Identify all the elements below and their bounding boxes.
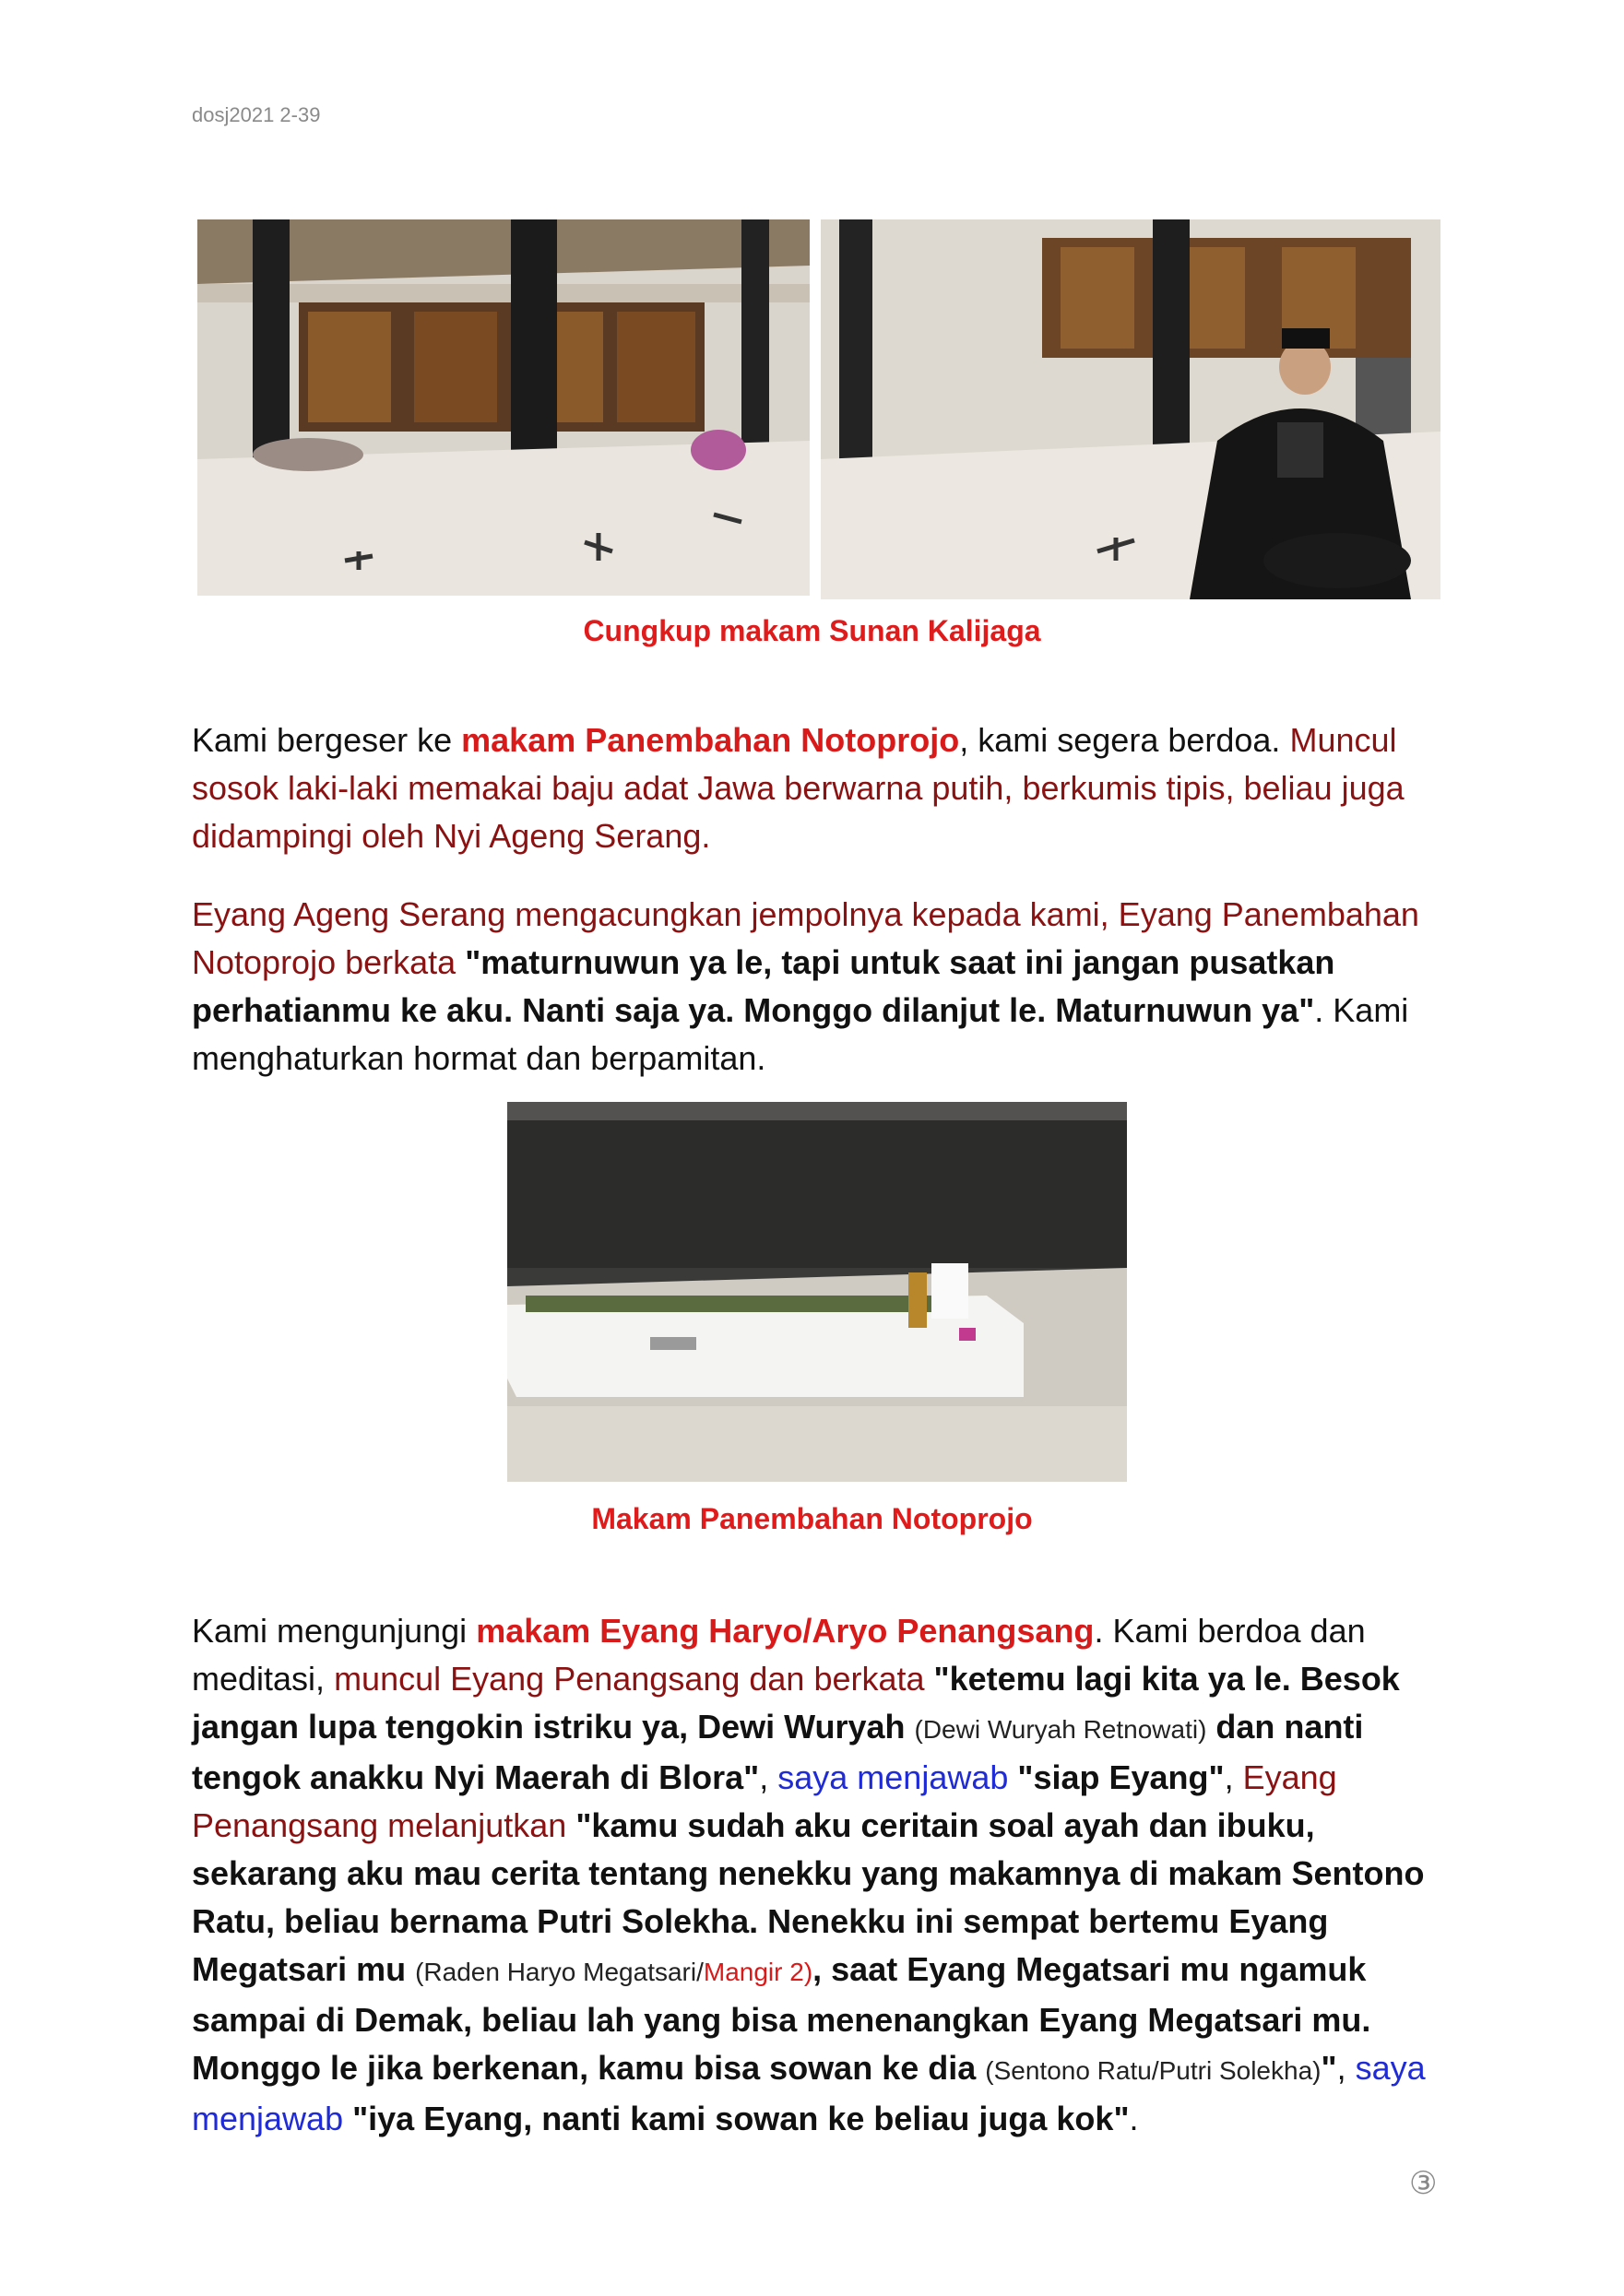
paragraph-1 <box>192 716 1446 860</box>
photo-man-in-cungkup <box>821 219 1440 599</box>
photo-cungkup-interior <box>197 219 810 596</box>
photo-makam-notoprojo <box>507 1102 1127 1482</box>
p3-quote: , saat Eyang Megatsari mu ngamuk sampai di Demak, beliau lah yang bisa menenangkan Eyang Megatsari mu. Monggo le jika berkenan, kamu bisa sowan ke dia <box>192 1950 1371 2087</box>
p3-note: (Raden Haryo Megatsari/ <box>415 1958 704 1986</box>
p3-narration: muncul Eyang Penangsang dan berkata <box>334 1660 934 1698</box>
p3-note-red: Mangir 2) <box>703 1958 813 1986</box>
p2-text: . Kami menghaturkan hormat dan berpamitan. <box>192 991 1409 1077</box>
p3-text: Kami mengunjungi <box>192 1612 477 1650</box>
paragraph-2 <box>192 891 1446 1083</box>
p3-narration: Eyang Penangsang melanjutkan <box>192 1758 1337 1844</box>
p3-text: , <box>1224 1758 1243 1796</box>
p1-text: Kami bergeser ke <box>192 721 462 759</box>
p3-highlight-location: makam Eyang Haryo/Aryo Penangsang <box>476 1612 1095 1650</box>
p3-quote: " <box>1321 2049 1337 2087</box>
p3-quote: dan nanti tengok anakku Nyi Maerah di Blora" <box>192 1708 1364 1796</box>
p2-quote: "maturnuwun ya le, tapi untuk saat ini jangan pusatkan perhatianmu ke aku. Nanti saja ya. Monggo dilanjut le. Maturnuwun ya" <box>192 943 1335 1029</box>
p3-quote: "kamu sudah aku ceritain soal ayah dan ibuku, sekarang aku mau cerita tentang nenekku yang makamnya di makam Sentono Ratu, beliau bernama Putri Solekha. Nenekku ini sempat bertemu Eyang Megatsari mu <box>192 1806 1425 1988</box>
p1-highlight-location: makam Panembahan Notoprojo <box>461 721 960 759</box>
p3-text: , <box>1336 2049 1356 2087</box>
p3-reply: "siap Eyang" <box>1017 1758 1225 1796</box>
p1-narration: Muncul sosok laki-laki memakai baju adat Jawa berwarna putih, berkumis tipis, beliau juga didampingi oleh Nyi Ageng Serang. <box>192 721 1405 855</box>
p3-quote: "ketemu lagi kita ya le. Besok jangan lupa tengokin istriku ya, Dewi Wuryah <box>192 1660 1400 1746</box>
caption-cungkup: Cungkup makam Sunan Kalijaga <box>583 614 1041 647</box>
p3-text: . <box>1129 2100 1139 2137</box>
page-number: ③ <box>1409 2166 1438 2201</box>
p2-narration: Eyang Ageng Serang mengacungkan jempolnya kepada kami, Eyang Panembahan Notoprojo berkata <box>192 895 1419 981</box>
document-id: dosj2021 2-39 <box>192 103 321 126</box>
p3-reply-narration: saya menjawab <box>777 1758 1018 1796</box>
p3-note: (Sentono Ratu/Putri Solekha) <box>985 2056 1322 2085</box>
paragraph-3 <box>192 1607 1446 2143</box>
p3-reply-narration: saya menjawab <box>192 2049 1426 2137</box>
p1-text: , kami segera berdoa. <box>959 721 1290 759</box>
p3-text: , <box>759 1758 778 1796</box>
p3-reply: "iya Eyang, nanti kami sowan ke beliau juga kok" <box>352 2100 1130 2137</box>
p3-note: (Dewi Wuryah Retnowati) <box>914 1715 1207 1744</box>
caption-makam: Makam Panembahan Notoprojo <box>591 1502 1033 1535</box>
p3-text: . Kami berdoa dan meditasi, <box>192 1612 1366 1698</box>
